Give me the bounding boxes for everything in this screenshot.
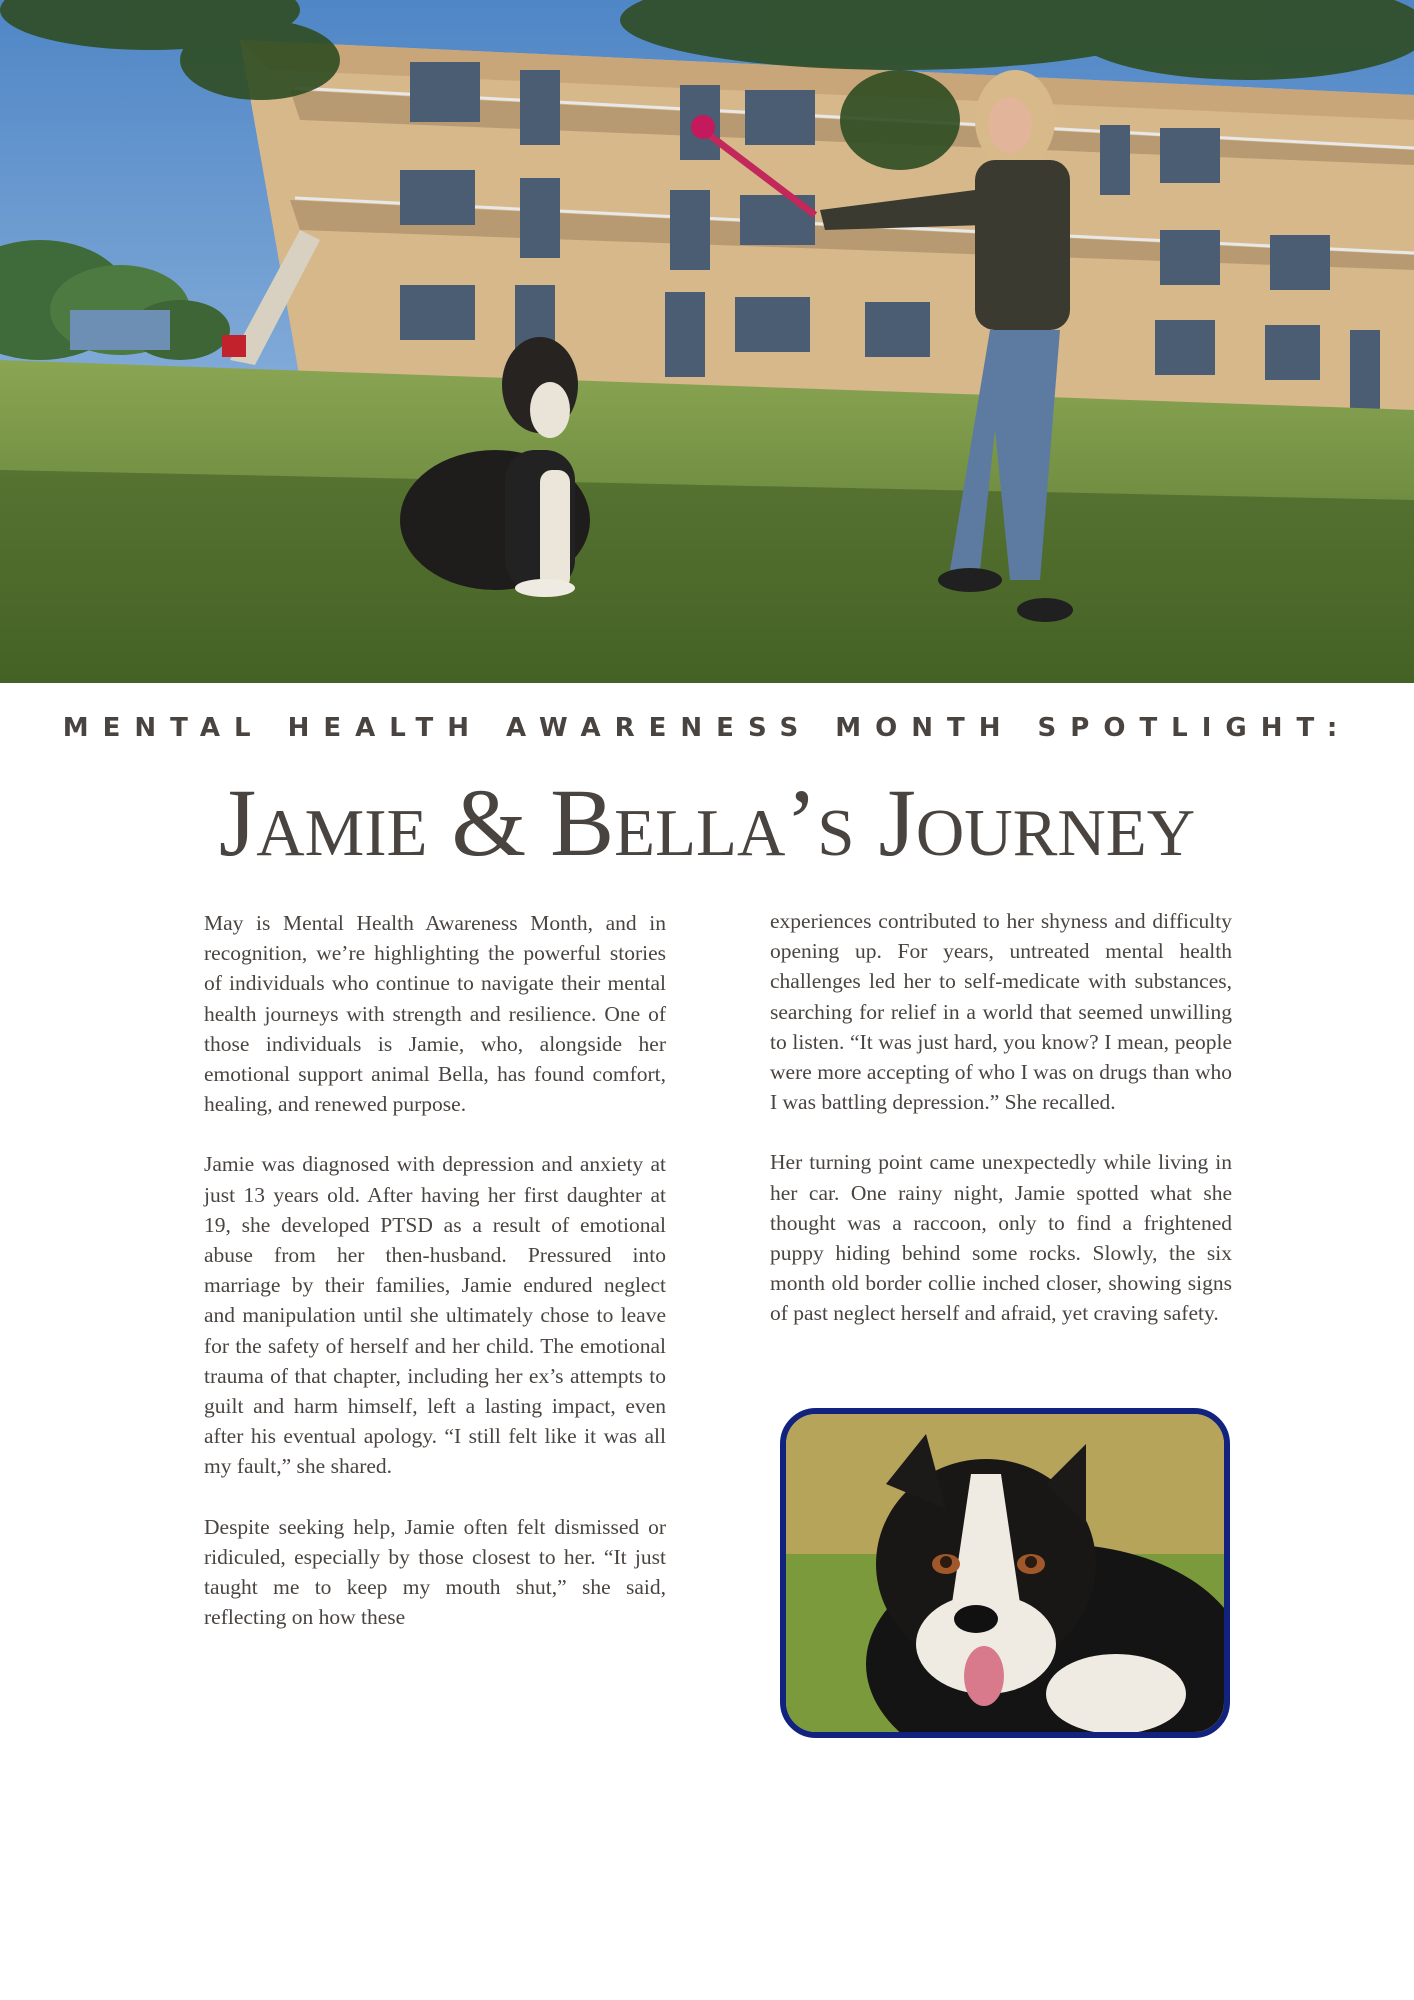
dog-portrait-illustration (786, 1414, 1224, 1732)
article-column-left (204, 908, 666, 1662)
hero-photo (0, 0, 1414, 683)
article-title: Jamie & Bella’s Journey (218, 769, 1196, 876)
paragraph: experiences contributed to her shyness and difficulty opening up. For years, untreated mental health challenges led her to self-medicate with substances, searching for relief in a world that seemed unwilling to listen. “It was just hard, you know? I mean, people were more accepting of who I was on drugs than who I was battling depression.” She recalled. (770, 909, 1232, 1115)
paragraph: Her turning point came unexpectedly while living in her car. One rainy night, Jamie spotted what she thought was a raccoon, only to find a frightened puppy hiding behind some rocks. Slowly, the six month old border collie inched closer, showing signs of past neglect herself and afraid, yet craving safety. (770, 1150, 1232, 1326)
paragraph: May is Mental Health Awareness Month, and in recognition, we’re highlighting the powerful stories of individuals who continue to navigate their mental health journeys with strength and resilience. One of those individuals is Jamie, who, alongside her emotional support animal Bella, has found comfort, healing, and renewed purpose. (204, 911, 666, 1117)
paragraph: Despite seeking help, Jamie often felt dismissed or ridiculed, especially by those closest to her. “It just taught me to keep my mouth shut,” she said, reflecting on how these (204, 1514, 666, 1630)
section-kicker: MENTAL HEALTH AWARENESS MONTH SPOTLIGHT: (62, 713, 1352, 743)
dog-portrait-photo (780, 1408, 1230, 1738)
paragraph: Jamie was diagnosed with depression and anxiety at just 13 years old. After having her first daughter at 19, she developed PTSD as a result of emotional abuse from her then-husband. Pressured into marriage by their families, Jamie endured neglect and manipulation until she ultimately chose to leave for the safety of herself and her child. The emotional trauma of that chapter, including her ex’s attempts to guilt and harm himself, left a lasting impact, even after his eventual apology. “I still felt like it was all my fault,” she shared. (204, 1152, 666, 1479)
hero-photo-illustration (0, 0, 1414, 683)
article-column-right (770, 906, 1232, 1359)
